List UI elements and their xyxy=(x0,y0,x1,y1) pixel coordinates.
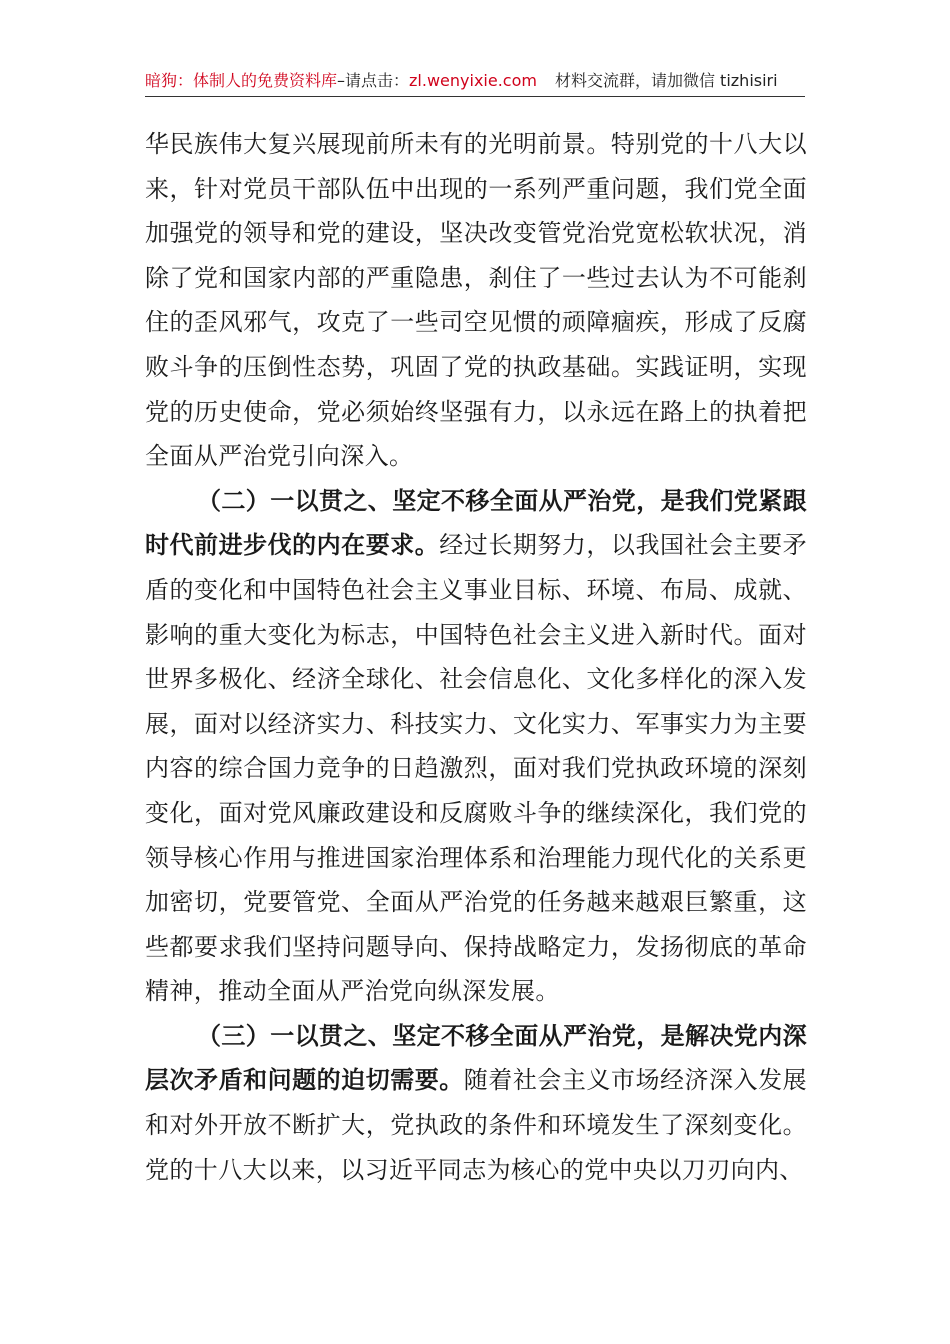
document-body xyxy=(145,122,807,1192)
section-2-heading: （二）一以贯之、坚定不移全面从严治党，是我们党紧跟时代前进步伐的内在要求。 xyxy=(145,486,807,560)
paragraph-continuation xyxy=(145,122,807,479)
header-divider xyxy=(145,96,805,97)
section-3-heading: （三）一以贯之、坚定不移全面从严治党，是解决党内深层次矛盾和问题的迫切需要。 xyxy=(145,1021,807,1095)
header-site-name: 暗狗：体制人的免费资料库 xyxy=(145,71,338,90)
header-url-link[interactable]: zl.wenyixie.com xyxy=(409,71,537,90)
header-wechat-note: 材料交流群，请加微信 tizhisiri xyxy=(554,71,778,90)
paragraph-section-2 xyxy=(145,479,807,1014)
paragraph-text: 随着社会主义市场经济深入发展和对外开放不断扩大，党执政的条件和环境发生了深刻变化。党的十八大以来，以习近平同志为核心的党中央以刀刃向内、 xyxy=(145,1066,807,1184)
page-header xyxy=(145,68,805,94)
paragraph-text: 经过长期努力，以我国社会主要矛盾的变化和中国特色社会主义事业目标、环境、布局、成就、影响的重大变化为标志，中国特色社会主义进入新时代。面对世界多极化、经济全球化、社会信息化、文化多样化的深入发展，面对以经济实力、科技实力、文化实力、军事实力为主要内容的综合国力竞争的日趋激烈，面对我们党执政环境的深刻变化，面对党风廉政建设和反腐败斗争的继续深化，我们党的领导核心作用与推进国家治理体系和治理能力现代化的关系更加密切，党要管党、全面从严治党的任务越来越艰巨繁重，这些都要求我们坚持问题导向、保持战略定力，发扬彻底的革命精神，推动全面从严治党向纵深发展。 xyxy=(145,531,807,1006)
paragraph-section-3 xyxy=(145,1014,807,1192)
paragraph-text: 华民族伟大复兴展现前所未有的光明前景。特别党的十八大以来，针对党员干部队伍中出现的一系列严重问题，我们党全面加强党的领导和党的建设，坚决改变管党治党宽松软状况，消除了党和国家内部的严重隐患，刹住了一些过去认为不可能刹住的歪风邪气，攻克了一些司空见惯的顽障痼疾，形成了反腐败斗争的压倒性态势，巩固了党的执政基础。实践证明，实现党的历史使命，党必须始终坚强有力，以永远在路上的执着把全面从严治党引向深入。 xyxy=(145,130,807,471)
header-click-prompt: –请点击： xyxy=(337,71,410,90)
